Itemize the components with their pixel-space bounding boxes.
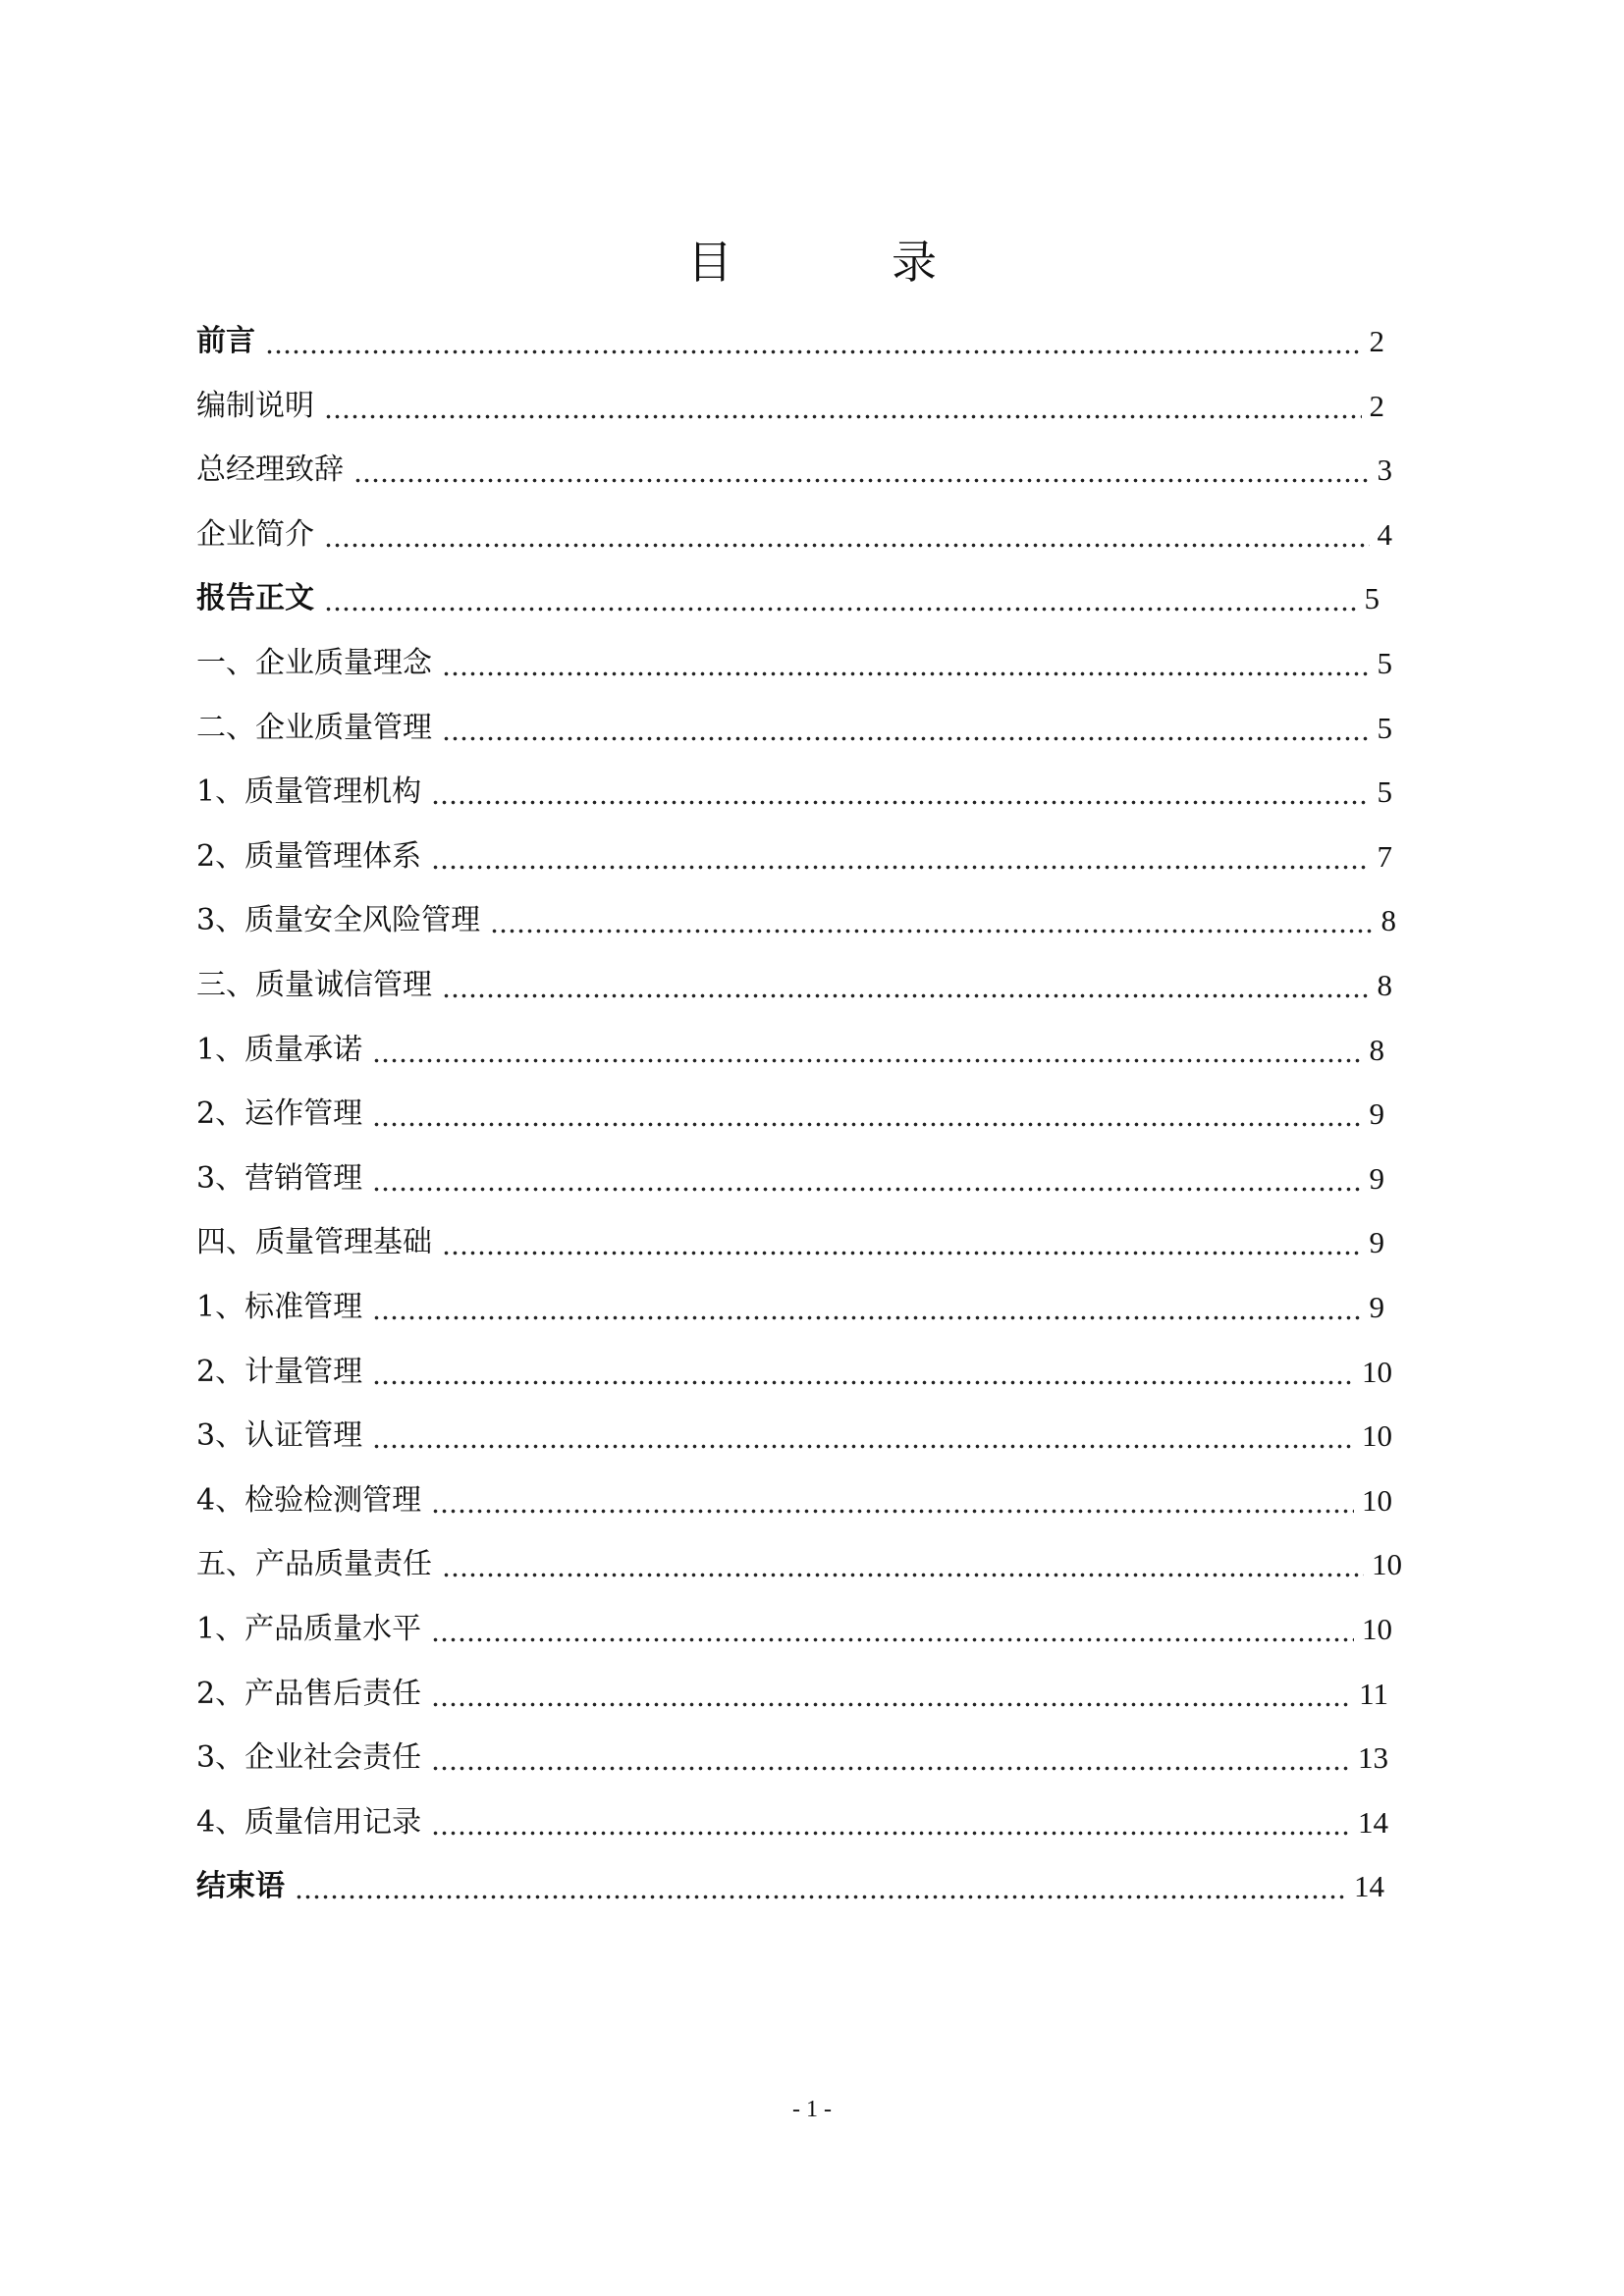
toc-entry-label: 1、质量管理机构 (196, 774, 422, 810)
toc-dot-leader (431, 1481, 1354, 1521)
toc-entry-page-number: 2 (1369, 324, 1384, 358)
toc-dot-leader (324, 387, 1362, 426)
toc-entry-page-number: 5 (1377, 774, 1392, 810)
toc-entry-page-number: 7 (1377, 838, 1392, 874)
toc-entry[interactable] (196, 1600, 1392, 1649)
toc-dot-leader (442, 1545, 1364, 1584)
toc-dot-leader (295, 1867, 1346, 1906)
page-title: 目 录 (687, 236, 994, 289)
toc-dot-leader (431, 1610, 1354, 1649)
toc-entry[interactable] (196, 1021, 1384, 1070)
toc-dot-leader (431, 1675, 1351, 1714)
toc-entry-label: 五、产品质量责任 (196, 1547, 432, 1582)
toc-entry-page-number: 10 (1362, 1612, 1392, 1646)
toc-entry-page-number: 8 (1380, 903, 1396, 938)
toc-entry[interactable] (196, 312, 1384, 361)
toc-entry-label: 2、运作管理 (196, 1096, 363, 1132)
toc-entry-label: 3、认证管理 (196, 1418, 363, 1454)
toc-dot-leader (431, 1803, 1350, 1842)
toc-entry[interactable] (196, 506, 1392, 555)
toc-entry-page-number: 5 (1377, 710, 1392, 745)
toc-entry-page-number: 9 (1369, 1096, 1384, 1132)
toc-entry[interactable] (196, 891, 1396, 940)
toc-entry-label: 企业简介 (196, 516, 314, 552)
toc-entry-label: 总经理致辞 (196, 453, 344, 488)
toc-entry-label: 三、质量诚信管理 (196, 968, 432, 1002)
toc-dot-leader (324, 515, 1370, 555)
toc-dot-leader (431, 773, 1369, 812)
toc-entry[interactable] (196, 1278, 1384, 1327)
toc-entry-label: 二、企业质量管理 (196, 710, 432, 745)
toc-entry-page-number: 14 (1354, 1869, 1384, 1904)
toc-entry-label: 1、标准管理 (196, 1290, 363, 1324)
toc-entry-label: 1、质量承诺 (196, 1032, 363, 1067)
toc-entry[interactable] (196, 441, 1392, 490)
toc-entry-page-number: 10 (1362, 1418, 1392, 1454)
toc-dot-leader (372, 1288, 1361, 1327)
toc-entry[interactable] (196, 1729, 1388, 1778)
toc-entry[interactable] (196, 956, 1392, 1005)
toc-entry[interactable] (196, 1085, 1384, 1134)
toc-entry-page-number: 11 (1359, 1676, 1388, 1711)
toc-dot-leader (431, 837, 1369, 877)
toc-entry[interactable] (196, 1793, 1388, 1842)
toc-entry[interactable] (196, 1535, 1402, 1584)
toc-entry[interactable] (196, 1857, 1384, 1906)
toc-entry-label: 2、计量管理 (196, 1354, 363, 1389)
toc-entry-page-number: 3 (1377, 453, 1392, 488)
toc-dot-leader (442, 966, 1370, 1005)
toc-dot-leader (442, 644, 1370, 683)
toc-entry[interactable] (196, 828, 1392, 877)
toc-entry-page-number: 10 (1362, 1354, 1392, 1389)
toc-entry[interactable] (196, 1149, 1384, 1199)
toc-dot-leader (372, 1416, 1354, 1456)
toc-dot-leader (324, 579, 1357, 618)
toc-entry-page-number: 9 (1369, 1160, 1384, 1196)
toc-entry-page-number: 8 (1369, 1032, 1384, 1067)
toc-dot-leader (431, 1738, 1350, 1778)
toc-entry-label: 2、产品售后责任 (196, 1676, 422, 1711)
toc-entry[interactable] (196, 1471, 1392, 1521)
toc-entry-label: 3、营销管理 (196, 1160, 363, 1196)
toc-dot-leader (372, 1159, 1361, 1199)
toc-entry[interactable] (196, 699, 1392, 748)
toc-entry-page-number: 5 (1364, 581, 1380, 616)
toc-entry[interactable] (196, 1665, 1388, 1714)
toc-dot-leader (372, 1095, 1361, 1134)
toc-entry-label: 4、质量信用记录 (196, 1804, 422, 1840)
toc-dot-leader (372, 1353, 1354, 1392)
toc-dot-leader (372, 1031, 1361, 1070)
toc-dot-leader (265, 322, 1362, 361)
toc-entry-page-number: 2 (1369, 388, 1384, 423)
toc-entry-label: 2、质量管理体系 (196, 838, 422, 874)
toc-dot-leader (442, 1223, 1362, 1262)
toc-entry-label: 3、质量安全风险管理 (196, 903, 481, 938)
toc-entry[interactable] (196, 569, 1380, 618)
toc-entry[interactable] (196, 1213, 1384, 1262)
toc-entry-page-number: 10 (1372, 1547, 1402, 1582)
toc-entry-page-number: 8 (1377, 968, 1392, 1002)
toc-entry[interactable] (196, 377, 1384, 426)
toc-entry-label: 4、检验检测管理 (196, 1482, 422, 1518)
toc-dot-leader (490, 901, 1373, 940)
toc-entry-label: 编制说明 (196, 388, 314, 423)
toc-entry-label: 3、企业社会责任 (196, 1740, 422, 1776)
toc-entry-page-number: 10 (1362, 1482, 1392, 1518)
toc-entry[interactable] (196, 634, 1392, 683)
toc-entry-page-number: 9 (1369, 1290, 1384, 1324)
toc-entry[interactable] (196, 1407, 1392, 1456)
toc-entry-label: 四、质量管理基础 (196, 1225, 432, 1260)
toc-entry-page-number: 14 (1358, 1804, 1388, 1840)
toc-entry-label: 前言 (196, 324, 255, 358)
toc-entry-page-number: 9 (1369, 1225, 1384, 1260)
toc-entry[interactable] (196, 1343, 1392, 1392)
toc-entry-label: 一、企业质量理念 (196, 646, 432, 680)
toc-entry-page-number: 5 (1377, 646, 1392, 680)
toc-dot-leader (442, 709, 1370, 748)
toc-entry[interactable] (196, 763, 1392, 812)
toc-entry-page-number: 4 (1377, 516, 1392, 552)
toc-entry-label: 1、产品质量水平 (196, 1612, 422, 1646)
toc-entry-page-number: 13 (1358, 1740, 1388, 1776)
toc-entry-label: 结束语 (196, 1869, 285, 1904)
page-number: - 1 - (792, 2097, 832, 2122)
toc-entry-label: 报告正文 (196, 581, 314, 616)
toc-dot-leader (353, 451, 1370, 490)
